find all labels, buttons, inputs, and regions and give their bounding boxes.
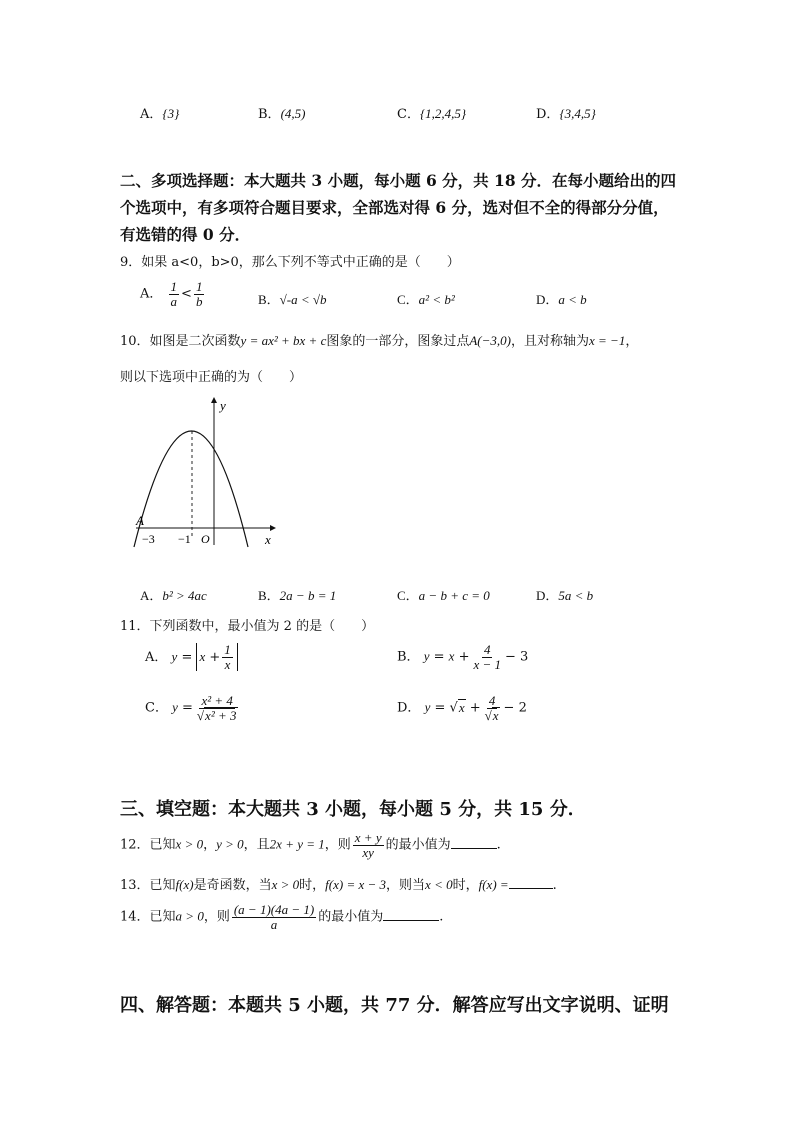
- q9-option-c: C．a² < b²: [397, 292, 455, 307]
- q9-option-a: A． $\frac{1}{a}$ < $\frac{1}{b}$: [140, 279, 203, 309]
- q12: 12．已知x > 0，y > 0，且2x + y = 1，则 $\frac{x + y}{xy}$ 的最小值为 .: [120, 830, 501, 860]
- q8-option-d: D．{3,4,5}: [536, 106, 596, 122]
- q10-stem-line1: 10．如图是二次函数y = ax² + bx + c图象的一部分，图象过点A(−3,0)，且对称轴为x = −1，: [120, 333, 639, 349]
- q8-option-c: C．{1,2,4,5}: [397, 106, 467, 122]
- q10-option-b: B．2a − b = 1: [258, 588, 337, 603]
- q11-option-c: C． y = $\frac{\text{x² + 4}}{\text{√x² + 3}}$: [145, 693, 237, 723]
- label-minus1: −1: [178, 532, 191, 546]
- x-axis-arrow: [270, 525, 276, 531]
- label-minus3: −3: [142, 532, 155, 546]
- label-y: y: [220, 398, 226, 413]
- section2-line2: 个选项中，有多项符合题目要求，全部选对得 6 分，选对但不全的得部分分值，: [120, 198, 669, 217]
- q10-option-c: C．a − b + c = 0: [397, 588, 490, 603]
- q11-option-b: B． y = x + $\frac{4}{x - 1}$ − 3: [397, 642, 529, 672]
- label-a: A: [136, 513, 144, 528]
- q11-option-a: A． y = x + $\frac{1}{x}$: [145, 643, 238, 671]
- section2-line3: 有选错的得 0 分．: [120, 225, 251, 244]
- q9-option-b: B．√-a < √b: [258, 292, 327, 307]
- q8-option-b: B．(4,5): [258, 106, 306, 122]
- y-axis-arrow: [211, 397, 217, 403]
- section3-title: 三、填空题：本大题共 3 小题，每小题 5 分，共 15 分．: [120, 799, 586, 820]
- q11-stem: 11．下列函数中，最小值为 2 的是（ ）: [120, 619, 375, 634]
- q13: 13．已知f(x)是奇函数，当x > 0时，f(x) = x − 3，则当x < 0时，f(x) = .: [120, 877, 557, 893]
- section4-title: 四、解答题：本题共 5 小题，共 77 分．解答应写出文字说明、证明: [120, 995, 669, 1016]
- parabola-curve: [134, 431, 248, 547]
- q14: 14．已知a > 0，则 $\frac{(a - 1)(4a - 1)}{a}$ 的最小值为 .: [120, 902, 444, 932]
- q10-parabola-graph: [120, 395, 280, 550]
- section2-line1: 二、多项选择题：本大题共 3 小题，每小题 6 分，共 18 分．在每小题给出的四: [120, 171, 677, 190]
- q8-option-a: A．{3}: [140, 106, 180, 122]
- q10-option-a: A．b² > 4ac: [140, 588, 207, 603]
- q9-option-d: D．a < b: [536, 292, 587, 307]
- q10-stem-line2: 则以下选项中正确的为（ ）: [120, 370, 303, 385]
- q9-stem: 9．如果 a<0，b>0，那么下列不等式中正确的是（ ）: [120, 255, 460, 270]
- q10-option-d: D．5a < b: [536, 588, 594, 603]
- label-x: x: [265, 532, 271, 547]
- label-origin: O: [201, 532, 210, 546]
- q11-option-d: D． y = √x + $\frac{4}{√x}$ − 2: [397, 693, 527, 723]
